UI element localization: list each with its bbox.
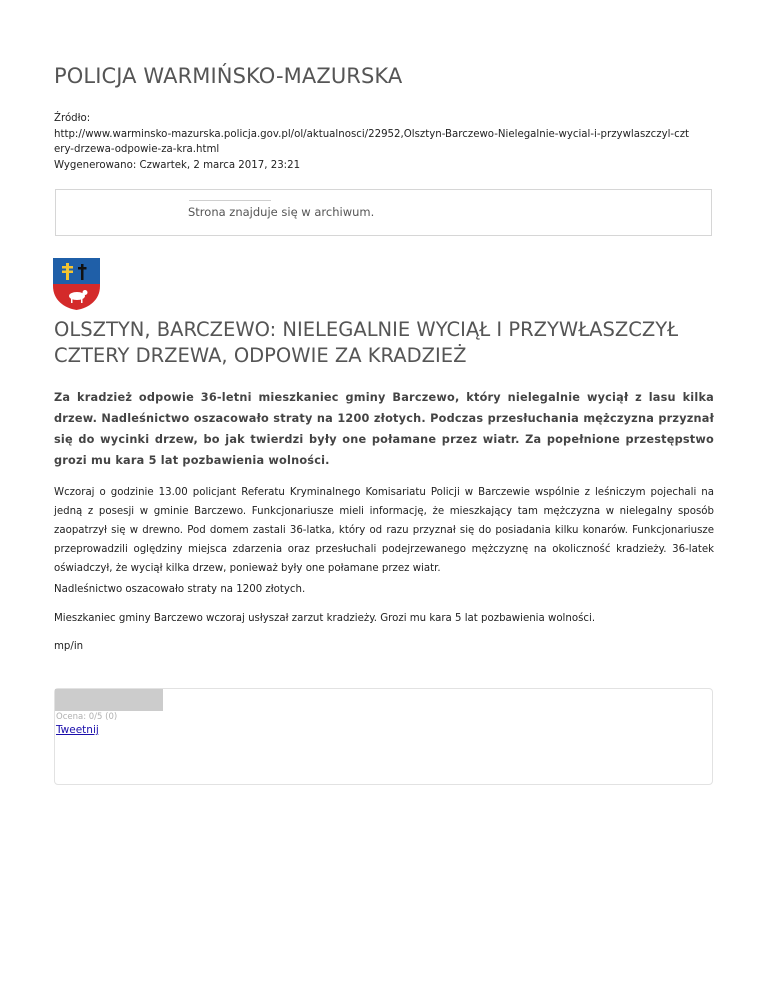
article-paragraph-1: Wczoraj o godzinie 13.00 policjant Referatu Kryminalnego Komisariatu Policji w Barczewie wspólnie z leśniczym pojechali na jedną z posesji w gminie Barczewo. Funkcjonariusze mieli informację, że mieszkający tam mężczyzna w nielegalny sposób zaopatrzył się w drewno. Pod domem zastali 36-latka, który od razu przyznał się do posiadania kilku konarów. Funkcjonariusze przeprowadzili oględziny miejsca zdarzenia oraz przesłuchali podejrzewanego mężczyznę na okoliczność kradzieży. 36-latek oświadczył, że wyciął kilka drzew, ponieważ były one połamane przez wiatr. (54, 487, 714, 574)
tweet-link[interactable]: Tweetnij (56, 724, 99, 736)
rating-label: Ocena: 0/5 (0) (56, 712, 118, 722)
source-label: Źródło: (54, 113, 91, 124)
archive-notice: Strona znajduje się w archiwum. (188, 205, 375, 219)
archive-notice-box (55, 189, 712, 236)
coat-of-arms-icon (53, 258, 100, 310)
source-url-line-2: ery-drzewa-odpowie-za-kra.html (54, 144, 220, 155)
source-url-line-1: http://www.warminsko-mazurska.policja.gov.pl/ol/aktualnosci/22952,Olsztyn-Barczewo-Nielegalnie-wycial-i-przywlaszczyl-czt (54, 128, 690, 140)
article-body (54, 483, 714, 652)
generated-date: Wygenerowano: Czwartek, 2 marca 2017, 23:21 (54, 159, 301, 171)
rating-box (54, 688, 713, 785)
source-meta (54, 111, 714, 173)
article-paragraph-3: Mieszkaniec gminy Barczewo wczoraj usłyszał zarzut kradzieży. Grozi mu kara 5 lat pozbawienia wolności. (54, 613, 596, 624)
archive-divider (189, 200, 271, 201)
site-title: POLICJA WARMIŃSKO-MAZURSKA (54, 64, 403, 88)
article-paragraph-2: Nadleśnictwo oszacowało straty na 1200 złotych. (54, 584, 306, 595)
article-headline: OLSZTYN, BARCZEWO: NIELEGALNIE WYCIĄŁ I PRZYWŁASZCZYŁ CZTERY DRZEWA, ODPOWIE ZA KRADZIEŻ (54, 318, 679, 367)
article-lead: Za kradzież odpowie 36-letni mieszkaniec gminy Barczewo, który nielegalnie wyciął z lasu kilka drzew. Nadleśnictwo oszacowało straty na 1200 złotych. Podczas przesłuchania mężczyzna przyznał się do wycinki drzew, bo jak twierdzi były one połamane przez wiatr. Za popełnione przestępstwo grozi mu kara 5 lat pozbawienia wolności. (54, 391, 714, 467)
article-signature: mp/in (54, 641, 84, 652)
rating-stars[interactable] (55, 689, 163, 711)
